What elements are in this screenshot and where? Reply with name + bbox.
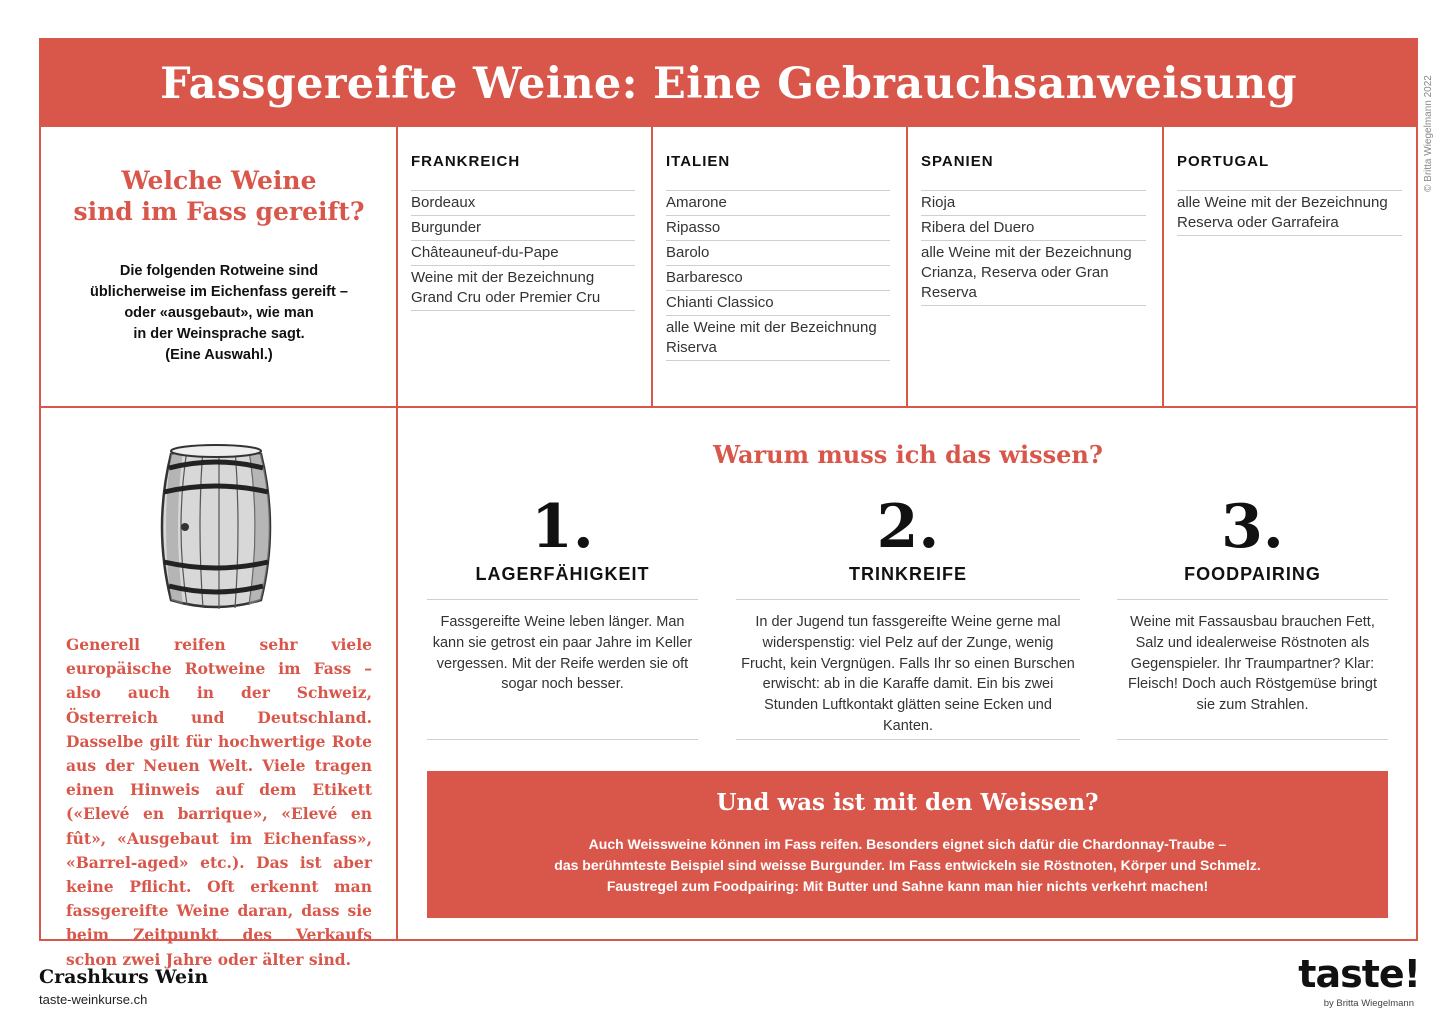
page-title: Fassgereifte Weine: Eine Gebrauchsanweisung <box>160 58 1297 109</box>
wine-item: Ribera del Duero <box>921 216 1146 241</box>
taste-logo: taste! <box>1298 952 1420 996</box>
wine-item: Amarone <box>666 191 890 216</box>
wine-item: Barolo <box>666 241 890 266</box>
course-name: Crashkurs Wein <box>39 966 209 988</box>
country-name: PORTUGAL <box>1177 153 1270 170</box>
white-wine-line: das berühmteste Beispiel sind weisse Burgunder. Im Fass entwickeln sie Röstnoten, Körper und Schmelz. <box>554 857 1261 873</box>
wine-item: Ripasso <box>666 216 890 241</box>
website-link[interactable]: taste-weinkurse.ch <box>39 992 148 1007</box>
reason-heading: TRINKREIFE <box>736 564 1080 600</box>
footer-logo <box>1298 950 1420 1009</box>
barrel-description: Generell reifen sehr viele europäische Rotweine im Fass – also auch in der Schweiz, Österreich und Deutschland. Dasselbe gilt für hochwertige Rote aus der Neuen Welt. Viele tragen einen Hinweis auf dem Etikett («Elevé en barrique», «Elevé en fût», «Ausgebaut im Eichenfass», «Barrel-aged» etc.). Das ist aber keine Pflicht. Oft erkennt man fassgereifte Weine daran, dass sie beim Zeitpunkt des Verkaufs schon zwei Jahre oder älter sind. <box>66 635 372 969</box>
country-name: ITALIEN <box>666 153 731 170</box>
footer-left <box>39 966 208 1007</box>
country-column-italien <box>653 127 906 406</box>
barrel-cell <box>41 408 397 969</box>
country-name: SPANIEN <box>921 153 994 170</box>
intro-text-line: Die folgenden Rotweine sind <box>119 263 319 279</box>
country-column-frankreich <box>398 127 651 406</box>
reason-text: Weine mit Fassausbau brauchen Fett, Salz und idealerweise Röstnoten als Gegenspieler. Ihr Traumpartner? Klar: Fleisch! Doch auch Röstgemüse bringt sie zum Strahlen. <box>1117 600 1388 740</box>
country-column-portugal <box>1164 127 1418 406</box>
intro-text <box>69 261 369 366</box>
wine-list <box>1177 190 1402 236</box>
country-name: FRANKREICH <box>411 153 521 170</box>
wine-item: alle Weine mit der Bezeichnung Reserva oder Garrafeira <box>1177 191 1402 236</box>
title-bar <box>41 40 1416 127</box>
why-heading: Warum muss ich das wissen? <box>713 440 1103 469</box>
wine-item: Châteauneuf-du-Pape <box>411 241 635 266</box>
intro-heading-line: Welche Weine <box>121 166 317 195</box>
wine-item: alle Weine mit der Bezeichnung Riserva <box>666 316 890 361</box>
reason-number: 3. <box>1221 492 1284 562</box>
white-wine-line: Auch Weissweine können im Fass reifen. Besonders eignet sich dafür die Chardonnay-Traube – <box>588 836 1227 852</box>
reason-heading: FOODPAIRING <box>1117 564 1388 600</box>
white-wine-text <box>427 834 1388 897</box>
intro-text-line: oder «ausgebaut», wie man <box>124 305 314 321</box>
white-wine-heading: Und was ist mit den Weissen? <box>716 789 1099 816</box>
wine-list <box>411 190 635 311</box>
wine-item: Burgunder <box>411 216 635 241</box>
intro-heading-line: sind im Fass gereift? <box>73 197 365 226</box>
intro-text-line: üblicherweise im Eichenfass gereift – <box>90 284 348 300</box>
wine-barrel-icon <box>157 442 275 612</box>
white-wine-box <box>427 771 1388 918</box>
logo-byline: by Britta Wiegelmann <box>1323 998 1414 1009</box>
country-column-spanien <box>908 127 1162 406</box>
intro-text-line: (Eine Auswahl.) <box>165 347 273 363</box>
wine-item: Chianti Classico <box>666 291 890 316</box>
wine-item: Bordeaux <box>411 191 635 216</box>
wine-item: alle Weine mit der Bezeichnung Crianza, Reserva oder Gran Reserva <box>921 241 1146 306</box>
intro-cell <box>41 127 397 406</box>
reason-number: 2. <box>876 492 940 562</box>
copyright-note: © Britta Wiegelmann 2022 <box>1423 75 1434 192</box>
wine-item: Weine mit der Bezeichnung Grand Cru oder Premier Cru <box>411 266 635 311</box>
reason-text: In der Jugend tun fassgereifte Weine gerne mal widerspenstig: viel Pelz auf der Zunge, wenig Frucht, kein Vergnügen. Falls Ihr so einen Burschen erwischt: ab in die Karaffe damit. Ein bis zwei Stunden Luftkontakt glätten seine Ecken und Kanten. <box>736 600 1080 740</box>
intro-text-line: in der Weinsprache sagt. <box>133 326 305 342</box>
poster-frame <box>39 38 1418 969</box>
white-wine-line: Faustregel zum Foodpairing: Mit Butter und Sahne kann man hier nichts verkehrt machen! <box>606 878 1209 894</box>
reason-foodpairing <box>1117 492 1388 740</box>
wine-item: Rioja <box>921 191 1146 216</box>
reason-number: 1. <box>531 492 594 562</box>
reason-heading: LAGERFÄHIGKEIT <box>427 564 698 600</box>
wine-list <box>921 190 1146 306</box>
reason-trinkreife <box>736 492 1080 740</box>
wine-item: Barbaresco <box>666 266 890 291</box>
reason-lagerfaehigkeit <box>427 492 698 740</box>
reason-text: Fassgereifte Weine leben länger. Man kann sie getrost ein paar Jahre im Keller vergessen. Mit der Reife werden sie oft sogar noch besser. <box>427 600 698 740</box>
wine-list <box>666 190 890 361</box>
intro-heading <box>41 165 397 227</box>
